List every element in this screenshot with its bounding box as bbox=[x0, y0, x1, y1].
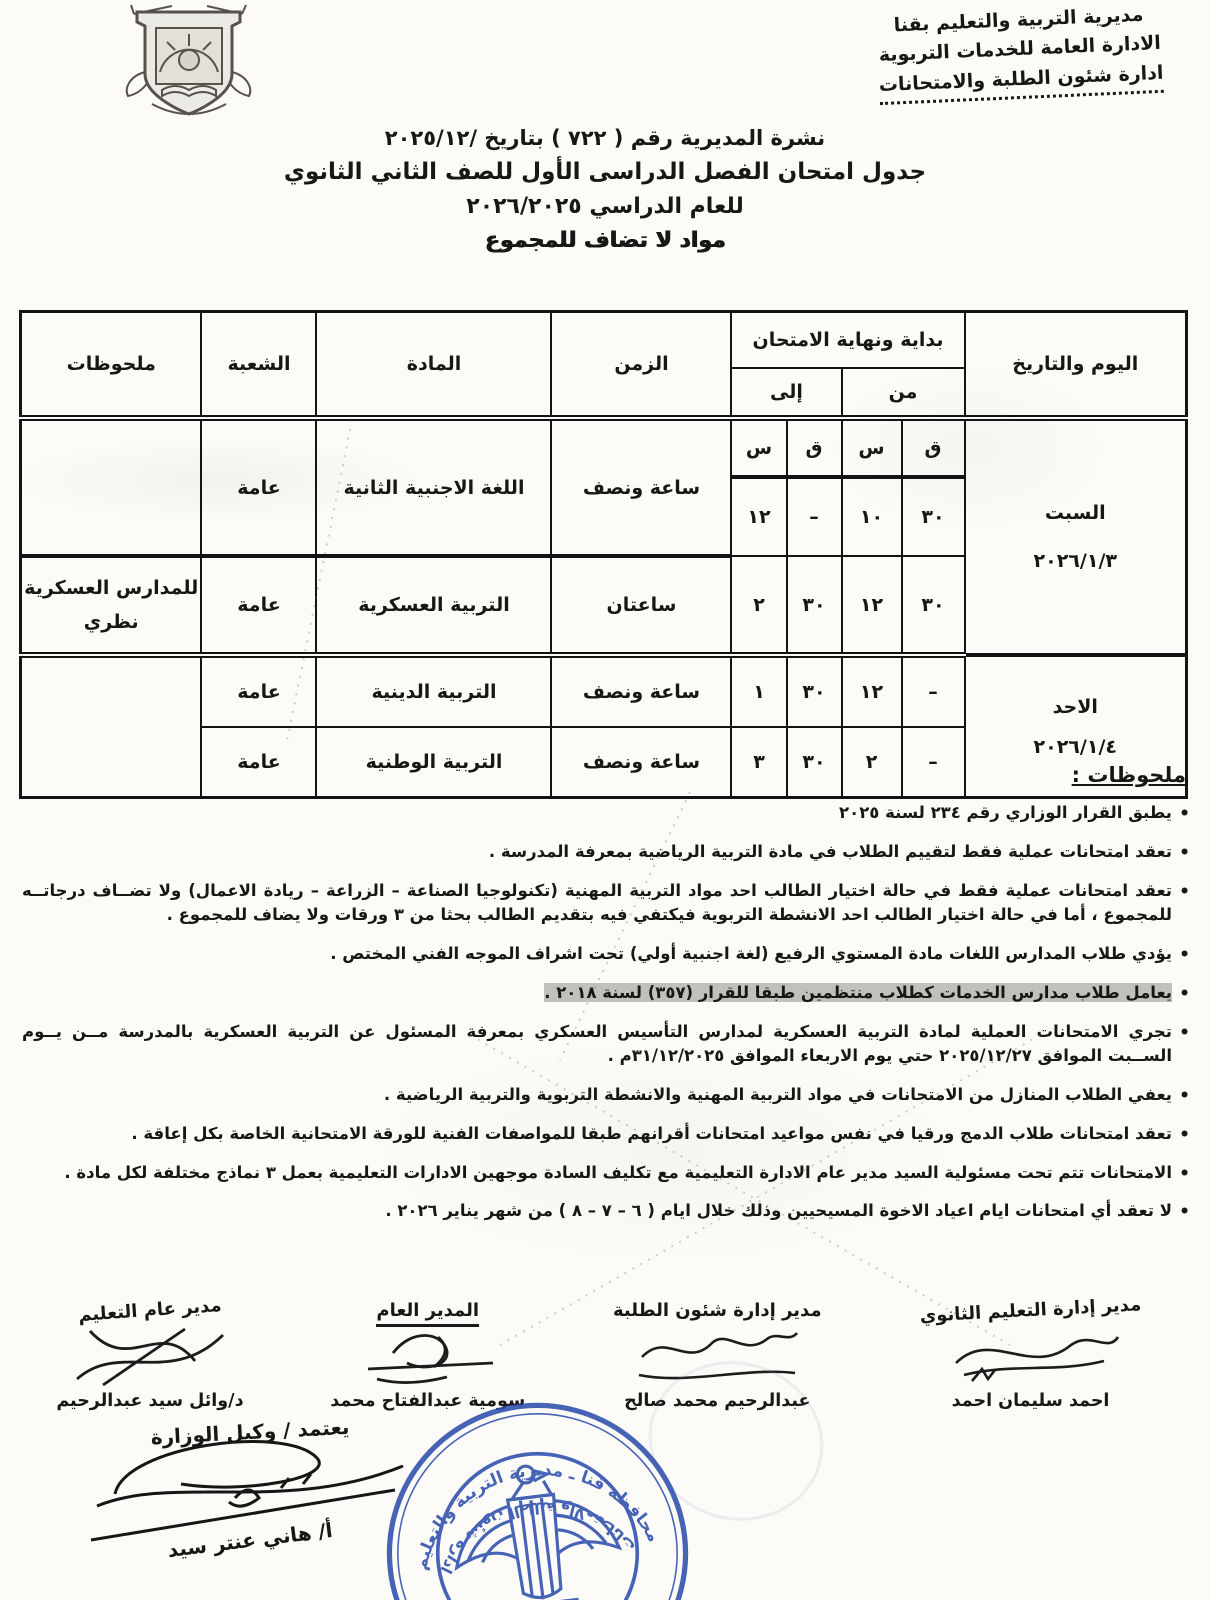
col-header-exam-times: بداية ونهاية الامتحان bbox=[731, 312, 964, 369]
signature-name: سومية عبدالفتاح محمد bbox=[330, 1391, 526, 1411]
cell-to-hours: ٣ bbox=[731, 727, 786, 798]
unit-minutes-from: ق bbox=[902, 418, 965, 477]
signature-scribble bbox=[343, 1323, 513, 1389]
org-header bbox=[842, 0, 1198, 107]
signature-scribble bbox=[936, 1323, 1126, 1389]
cell-from-minutes: – bbox=[902, 655, 965, 727]
org-line-2: الادارة العامة للخدمات التربوية bbox=[878, 32, 1162, 67]
ministry-logo bbox=[82, 2, 297, 130]
signature-block-general-director bbox=[286, 1300, 570, 1411]
unit-hours-to: س bbox=[731, 418, 786, 477]
cell-subject: التربية الوطنية bbox=[316, 727, 551, 798]
col-header-subject: المادة bbox=[316, 312, 551, 419]
document-titles bbox=[0, 126, 1210, 262]
cell-from-minutes: ٣٠ bbox=[902, 556, 965, 655]
org-line-1: مديرية التربية والتعليم بقنا bbox=[893, 3, 1144, 37]
cell-subject: اللغة الاجنبية الثانية bbox=[316, 418, 551, 556]
signature-name: عبدالرحيم محمد صالح bbox=[624, 1391, 811, 1411]
cell-to-hours: ١ bbox=[731, 655, 786, 727]
signature-scribble bbox=[65, 1323, 235, 1389]
signature-title: مدير عام التعليم bbox=[77, 1295, 223, 1326]
note-item: • لا تعقد أي امتحانات ايام اعياد الاخوة المسيحيين وذلك خلال ايام ( ٦ – ٧ – ٨ ) من شهر يناير ٢٠٢٦ . bbox=[22, 1199, 1190, 1224]
cell-branch: عامة bbox=[201, 556, 316, 655]
cell-to-minutes: ٣٠ bbox=[787, 655, 842, 727]
cell-duration: ساعة ونصف bbox=[551, 655, 731, 727]
note-item: • تعقد امتحانات طلاب الدمج ورقيا في نفس مواعيد امتحانات أقرانهم طبقا للمواصفات الفنية للورقة الامتحانية الخاصة بكل إعاقة . bbox=[22, 1122, 1190, 1147]
cell-note bbox=[20, 418, 201, 556]
col-header-branch: الشعبة bbox=[201, 312, 316, 419]
cell-to-minutes: – bbox=[787, 477, 842, 556]
cell-from-hours: ١٢ bbox=[842, 556, 902, 655]
signature-name: احمد سليمان احمد bbox=[951, 1391, 1110, 1411]
cell-duration: ساعتان bbox=[551, 556, 731, 655]
col-header-day: اليوم والتاريخ bbox=[965, 312, 1187, 419]
note-item: • تعقد امتحانات عملية فقط في حالة اختيار الطالب احد مواد التربية المهنية (تكنولوجيا الصناعة – الزراعة – ريادة الاعمال) ولا تضــاف درجاتــه للمجموع ، أما في حالة اختيار الطالب احد الانشطة التربوية فيكتفي فيه بتقديم الطالب بحثا من ٣ ورقات ولا يضاف للمجموع . bbox=[22, 879, 1190, 929]
day-date: ٢٠٢٦/١/٣ bbox=[1033, 550, 1117, 572]
cell-from-hours: ٢ bbox=[842, 727, 902, 798]
col-header-to: إلى bbox=[731, 368, 841, 418]
cell-to-hours: ٢ bbox=[731, 556, 786, 655]
col-header-duration: الزمن bbox=[551, 312, 731, 419]
day-date: ٢٠٢٦/١/٤ bbox=[1033, 735, 1117, 758]
cell-to-hours: ١٢ bbox=[731, 477, 786, 556]
schedule-title: جدول امتحان الفصل الدراسى الأول للصف الثاني الثانوي bbox=[283, 159, 927, 185]
note-item: • يعفي الطلاب المنازل من الامتحانات في مواد التربية المهنية والانشطة التربوية والتربية الرياضية . bbox=[22, 1083, 1190, 1108]
official-stamp bbox=[380, 1396, 695, 1600]
unit-minutes-to: ق bbox=[787, 418, 842, 477]
signature-block-secondary-education bbox=[865, 1294, 1196, 1411]
day-name: السبت bbox=[1044, 502, 1106, 524]
stamp-bottom-text: ادارة شئون الطلبة والامتحانات bbox=[436, 1498, 640, 1577]
shield-emblem-icon bbox=[82, 2, 297, 130]
stamp-top-text: محافظة قنا ـ مديرية التربية والتعليم bbox=[409, 1459, 665, 1572]
approval-block bbox=[80, 1414, 420, 1563]
note-item: • يطبق القرار الوزاري رقم ٢٣٤ لسنة ٢٠٢٥ bbox=[22, 801, 1190, 826]
note-item: • يعامل طلاب مدارس الخدمات كطلاب منتظمين طبقا للقرار (٣٥٧) لسنة ٢٠١٨ . bbox=[22, 981, 1190, 1006]
cell-note: للمدارس العسكرية نظري bbox=[20, 556, 201, 655]
cell-duration: ساعة ونصف bbox=[551, 727, 731, 798]
bulletin-date: ٢٠٢٥/١٢/ bbox=[384, 126, 478, 150]
note-item: • الامتحانات تتم تحت مسئولية السيد مدير عام الادارة التعليمية مع تكليف السادة موجهين الادارات التعليمية بعمل ٣ نماذج مختلفة لكل مادة . bbox=[22, 1161, 1190, 1186]
cell-branch: عامة bbox=[201, 727, 316, 798]
cell-to-minutes: ٣٠ bbox=[787, 727, 842, 798]
subjects-not-added-line: مواد لا تضاف للمجموع bbox=[484, 228, 726, 253]
cell-from-minutes: ٣٠ bbox=[902, 477, 965, 556]
notes-heading: ملحوظات : bbox=[1071, 763, 1186, 787]
note-item: • تجري الامتحانات العملية لمادة التربية العسكرية لمدارس التأسيس العسكري بمعرفة المسئول عن التربية العسكرية بالمدرسة مــن يــوم الســبت الموافق ٢٠٢٥/١٢/٢٧ حتي يوم الاربعاء الموافق ٣١/١٢/٢٠٢٥م . bbox=[22, 1020, 1190, 1070]
signature-title: المدير العام bbox=[286, 1300, 570, 1321]
approval-title: يعتمد / وكيل الوزارة bbox=[150, 1414, 350, 1450]
cell-to-minutes: ٣٠ bbox=[787, 556, 842, 655]
academic-year-line: للعام الدراسي ٢٠٢٦/٢٠٢٥ bbox=[466, 194, 744, 219]
signature-title: مدير إدارة التعليم الثانوي bbox=[919, 1294, 1142, 1327]
day-cell-saturday bbox=[965, 418, 1187, 655]
approval-name: أ/ هاني عنتر سيد bbox=[166, 1517, 334, 1563]
notes-section bbox=[22, 763, 1190, 1238]
unit-hours-from: س bbox=[842, 418, 902, 477]
signature-name: د/وائل سيد عبدالرحيم bbox=[56, 1391, 244, 1411]
exam-schedule-table bbox=[19, 310, 1188, 799]
org-line-3: ادارة شئون الطلبة والامتحانات bbox=[845, 57, 1198, 107]
signature-block-education-director bbox=[14, 1295, 286, 1411]
cell-from-hours: ١٠ bbox=[842, 477, 902, 556]
cell-subject: التربية العسكرية bbox=[316, 556, 551, 655]
signature-title: مدير إدارة شئون الطلبة bbox=[612, 1300, 822, 1321]
day-name: الاحد bbox=[1052, 695, 1098, 718]
cell-duration: ساعة ونصف bbox=[551, 418, 731, 556]
col-header-notes: ملحوظات bbox=[20, 312, 201, 419]
cell-subject: التربية الدينية bbox=[316, 655, 551, 727]
note-item: • يؤدي طلاب المدارس اللغات مادة المستوي الرفيع (لغة اجنبية أولي) تحت اشراف الموجه الفني المختص . bbox=[22, 942, 1190, 967]
cell-from-minutes: – bbox=[902, 727, 965, 798]
cell-from-hours: ١٢ bbox=[842, 655, 902, 727]
cell-branch: عامة bbox=[201, 655, 316, 727]
bulletin-number-line: نشرة المديرية رقم ( ٧٢٢ ) بتاريخ ٢٠٢٥/١٢/ bbox=[384, 126, 826, 150]
cell-branch: عامة bbox=[201, 418, 316, 556]
col-header-from: من bbox=[842, 368, 965, 418]
note-item: • تعقد امتحانات عملية فقط لتقييم الطلاب في مادة التربية الرياضية بمعرفة المدرسة . bbox=[22, 840, 1190, 865]
